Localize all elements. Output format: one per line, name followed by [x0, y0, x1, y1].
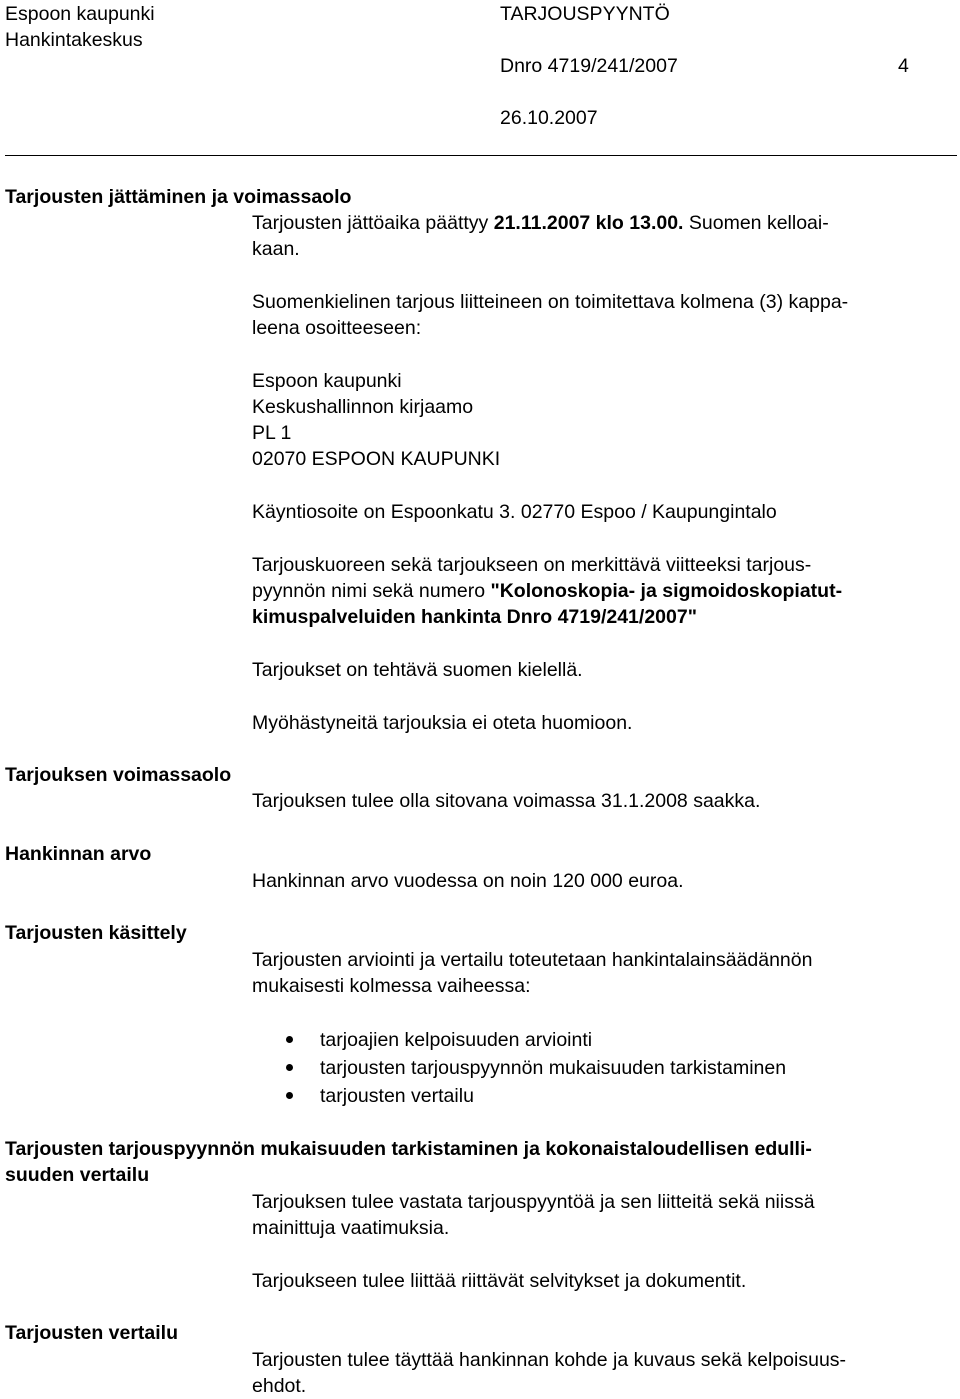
address-line: Keskushallinnon kirjaamo — [252, 396, 474, 418]
address-line: PL 1 — [252, 422, 292, 444]
section-heading-value: Hankinnan arvo — [5, 843, 152, 865]
comparison-text: Tarjousten tulee täyttää hankinnan kohde ja kuvaus sekä kelpoisuus- — [252, 1349, 847, 1371]
language-note: Tarjoukset on tehtävä suomen kielellä. — [252, 659, 583, 681]
list-item: tarjousten tarjouspyynnön mukaisuuden tarkistaminen — [320, 1057, 787, 1079]
header-doc-type: TARJOUSPYYNTÖ — [500, 3, 670, 25]
compliance-text-line2: mainittuja vaatimuksia. — [252, 1217, 450, 1239]
comparison-text-line2: ehdot. — [252, 1375, 307, 1397]
header-page-number: 4 — [898, 55, 909, 77]
section-heading-compliance: Tarjousten tarjouspyynnön mukaisuuden tarkistaminen ja kokonaistaloudellisen edulli- — [5, 1138, 812, 1160]
header-unit: Hankintakeskus — [5, 29, 143, 51]
section-heading-validity: Tarjouksen voimassaolo — [5, 764, 232, 786]
documents-text: Tarjoukseen tulee liittää riittävät selvitykset ja dokumentit. — [252, 1270, 747, 1292]
deadline-text-line2: kaan. — [252, 238, 300, 260]
bullet-icon — [286, 1036, 293, 1043]
visiting-address: Käyntiosoite on Espoonkatu 3. 02770 Espoo / Kaupungintalo — [252, 501, 777, 523]
copies-text: Suomenkielinen tarjous liitteineen on toimitettava kolmena (3) kappa- — [252, 291, 849, 313]
reference-text: Tarjouskuoreen sekä tarjoukseen on merkittävä viitteeksi tarjous- — [252, 554, 812, 576]
address-line: 02070 ESPOON KAUPUNKI — [252, 448, 501, 470]
header-org: Espoon kaupunki — [5, 3, 155, 25]
bullet-icon — [286, 1092, 293, 1099]
compliance-text: Tarjouksen tulee vastata tarjouspyyntöä ja sen liitteitä sekä niissä — [252, 1191, 815, 1213]
validity-text: Tarjouksen tulee olla sitovana voimassa 31.1.2008 saakka. — [252, 790, 761, 812]
header-dnro: Dnro 4719/241/2007 — [500, 55, 678, 77]
processing-text-line2: mukaisesti kolmessa vaiheessa: — [252, 975, 531, 997]
list-item: tarjousten vertailu — [320, 1085, 474, 1107]
processing-text: Tarjousten arviointi ja vertailu toteutetaan hankintalainsäädännön — [252, 949, 813, 971]
bullet-icon — [286, 1064, 293, 1071]
header-date: 26.10.2007 — [500, 107, 598, 129]
address-line: Espoon kaupunki — [252, 370, 402, 392]
list-item: tarjoajien kelpoisuuden arviointi — [320, 1029, 593, 1051]
copies-text-line2: leena osoitteeseen: — [252, 317, 422, 339]
reference-text-line2: pyynnön nimi sekä numero "Kolonoskopia- ja sigmoidoskopiatut- — [252, 580, 843, 602]
deadline-text: Tarjousten jättöaika päättyy 21.11.2007 klo 13.00. Suomen kelloai- — [252, 212, 829, 234]
section-heading-compliance-line2: suuden vertailu — [5, 1164, 150, 1186]
late-note: Myöhästyneitä tarjouksia ei oteta huomioon. — [252, 712, 633, 734]
header-divider — [5, 155, 957, 156]
section-heading-submission: Tarjousten jättäminen ja voimassaolo — [5, 186, 352, 208]
section-heading-comparison: Tarjousten vertailu — [5, 1322, 179, 1344]
reference-text-line3: kimuspalveluiden hankinta Dnro 4719/241/2007" — [252, 606, 697, 628]
value-text: Hankinnan arvo vuodessa on noin 120 000 euroa. — [252, 870, 684, 892]
section-heading-processing: Tarjousten käsittely — [5, 922, 187, 944]
